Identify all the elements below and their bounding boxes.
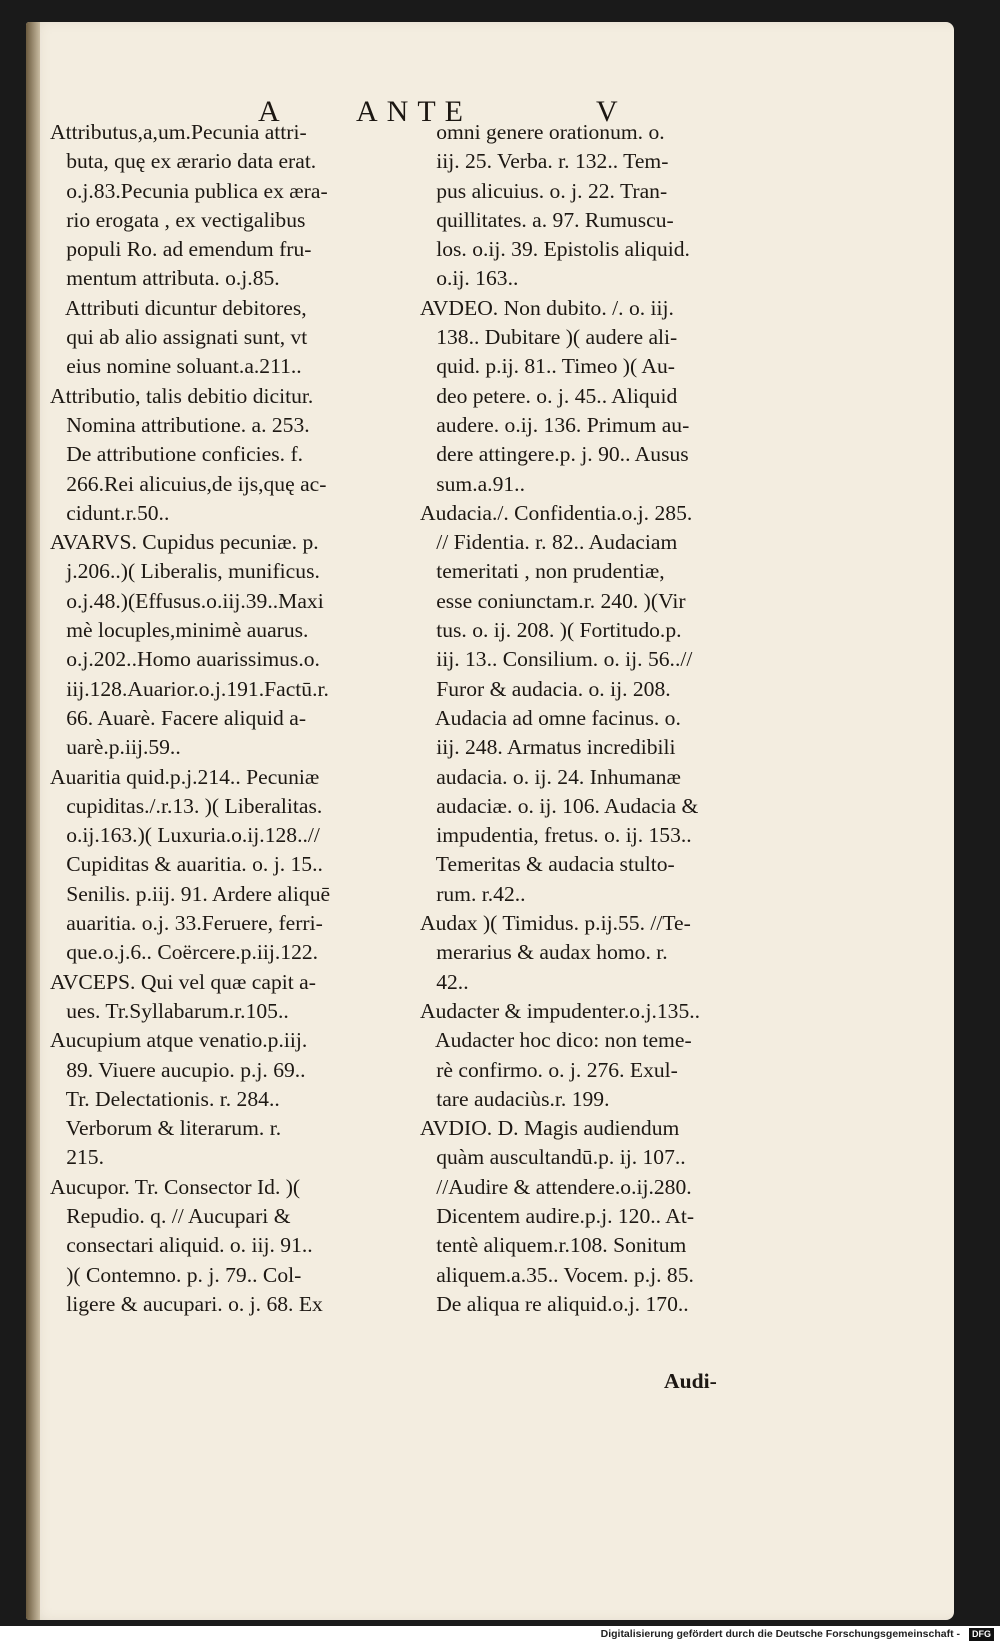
text-line: esse coniunctam.r. 240. )(Vir [420, 588, 686, 613]
text-line: quàm auscultandū.p. ij. 107.. [420, 1145, 686, 1170]
text-line: Audacia./. Confidentia.o.j. 285. [420, 500, 693, 525]
text-line: rio erogata , ex vectigalibus [50, 207, 306, 232]
text-line: qui ab alio assignati sunt, vt [50, 325, 308, 350]
text-line: consectari aliquid. o. iij. 91.. [50, 1233, 313, 1258]
text-line: Dicentem audire.p.j. 120.. At- [420, 1203, 695, 1228]
text-line: rè confirmo. o. j. 276. Exul- [420, 1057, 678, 1082]
text-line: )( Contemno. p. j. 79.. Col- [50, 1262, 302, 1287]
text-line: buta, quę ex ærario data erat. [50, 149, 317, 174]
text-line: Tr. Delectationis. r. 284.. [50, 1086, 280, 1111]
text-line: o.ij. 163.. [420, 266, 519, 291]
text-line: tus. o. ij. 208. )( Fortitudo.p. [420, 618, 682, 643]
text-line: De aliqua re aliquid.o.j. 170.. [420, 1291, 689, 1316]
text-line: Attributi dicuntur debitores, [50, 295, 307, 320]
text-line: 42.. [420, 969, 469, 994]
text-line: o.ij.163.)( Luxuria.o.ij.128..// [50, 823, 320, 848]
text-line: merarius & audax homo. r. [420, 940, 668, 965]
text-line: Attributio, talis debitio dicitur. [50, 383, 314, 408]
running-head-center: ANTE [356, 95, 472, 128]
text-line: tare audaciùs.r. 199. [420, 1086, 610, 1111]
text-line: iij. 248. Armatus incredibili [420, 735, 676, 760]
text-line: Senilis. p.iij. 91. Ardere aliquē [50, 881, 331, 906]
text-line: ues. Tr.Syllabarum.r.105.. [50, 998, 289, 1023]
text-line: Audacia ad omne facinus. o. [420, 705, 681, 730]
text-line: audaciæ. o. ij. 106. Audacia & [420, 793, 699, 818]
running-head-left: A [258, 95, 282, 128]
text-line: audacia. o. ij. 24. Inhumanæ [420, 764, 681, 789]
dfg-logo: DFG [969, 1628, 994, 1641]
text-line: eius nomine soluant.a.211.. [50, 354, 302, 379]
text-line: j.206..)( Liberalis, munificus. [50, 559, 320, 584]
text-line: Aucupor. Tr. Consector Id. )( [50, 1174, 301, 1199]
text-line: Aucupium atque venatio.p.iij. [50, 1028, 308, 1053]
left-column [50, 118, 330, 1319]
text-line: impudentia, fretus. o. ij. 153.. [420, 823, 692, 848]
text-line: populi Ro. ad emendum fru- [50, 237, 312, 262]
text-line: o.j.202..Homo auarissimus.o. [50, 647, 320, 672]
text-line: que.o.j.6.. Coërcere.p.iij.122. [50, 940, 319, 965]
text-line: Nomina attributione. a. 253. [50, 412, 310, 437]
text-line: o.j.48.)(Effusus.o.iij.39..Maxi [50, 588, 324, 613]
text-line: ligere & aucupari. o. j. 68. Ex [50, 1291, 323, 1316]
text-line: iij.128.Auarior.o.j.191.Factū.r. [50, 676, 329, 701]
text-line: mentum attributa. o.j.85. [50, 266, 280, 291]
running-head-right: V [596, 95, 620, 128]
text-line: cupiditas./.r.13. )( Liberalitas. [50, 793, 323, 818]
text-line: Attributus,a,um.Pecunia attri- [50, 120, 307, 144]
text-line: iij. 25. Verba. r. 132.. Tem- [420, 149, 669, 174]
text-line: quid. p.ij. 81.. Timeo )( Au- [420, 354, 675, 379]
text-line: quillitates. a. 97. Rumuscu- [420, 207, 674, 232]
text-line: los. o.ij. 39. Epistolis aliquid. [420, 237, 690, 262]
text-line: Audacter & impudenter.o.j.135.. [420, 998, 701, 1023]
text-line: Furor & audacia. o. ij. 208. [420, 676, 671, 701]
text-line: tentè aliquem.r.108. Sonitum [420, 1233, 687, 1258]
text-line: uarè.p.iij.59.. [50, 735, 181, 760]
footer-credit: Digitalisierung gefördert durch die Deutsche Forschungsgemeinschaft - [600, 1628, 960, 1640]
text-line: Cupiditas & auaritia. o. j. 15.. [50, 852, 323, 877]
text-line: Verborum & literarum. r. [50, 1116, 282, 1141]
text-line: aliquem.a.35.. Vocem. p.j. 85. [420, 1262, 694, 1287]
text-line: Temeritas & audacia stulto- [420, 852, 675, 877]
text-line: De attributione conficies. f. [50, 442, 304, 467]
text-line: cidunt.r.50.. [50, 500, 170, 525]
text-line: AVARVS. Cupidus pecuniæ. p. [50, 530, 319, 555]
text-line: iij. 13.. Consilium. o. ij. 56..// [420, 647, 693, 672]
text-line: AVDIO. D. Magis audiendum [420, 1116, 680, 1141]
text-line: Auaritia quid.p.j.214.. Pecuniæ [50, 764, 320, 789]
text-line: dere attingere.p. j. 90.. Ausus [420, 442, 689, 467]
text-line: mè locuples,minimè auarus. [50, 618, 309, 643]
text-line: 138.. Dubitare )( audere ali- [420, 325, 678, 350]
text-line: Audax )( Timidus. p.ij.55. //Te- [420, 911, 691, 936]
text-line: auaritia. o.j. 33.Feruere, ferri- [50, 911, 323, 936]
text-line: temeritati , non prudentiæ, [420, 559, 665, 584]
text-line: Repudio. q. // Aucupari & [50, 1203, 291, 1228]
footer-bar [0, 1626, 1000, 1643]
text-line: sum.a.91.. [420, 471, 525, 496]
text-line: deo petere. o. j. 45.. Aliquid [420, 383, 678, 408]
text-line: // Fidentia. r. 82.. Audaciam [420, 530, 678, 555]
text-line: audere. o.ij. 136. Primum au- [420, 412, 690, 437]
text-line: 89. Viuere aucupio. p.j. 69.. [50, 1057, 306, 1082]
text-line: rum. r.42.. [420, 881, 526, 906]
text-line: o.j.83.Pecunia publica ex æra- [50, 178, 328, 203]
text-line: omni genere orationum. o. [420, 120, 665, 144]
text-line: pus alicuius. o. j. 22. Tran- [420, 178, 668, 203]
text-line: AVDEO. Non dubito. /. o. iij. [420, 295, 674, 320]
text-line: AVCEPS. Qui vel quæ capit a- [50, 969, 316, 994]
page-gutter [26, 22, 40, 1620]
text-line: 66. Auarè. Facere aliquid a- [50, 705, 307, 730]
text-line: //Audire & attendere.o.ij.280. [420, 1174, 692, 1199]
text-line: 215. [50, 1145, 104, 1170]
catchword: Audi- [664, 1369, 717, 1393]
text-line: 266.Rei alicuius,de ijs,quę ac- [50, 471, 327, 496]
right-column [420, 118, 700, 1319]
text-line: Audacter hoc dico: non teme- [420, 1028, 692, 1053]
